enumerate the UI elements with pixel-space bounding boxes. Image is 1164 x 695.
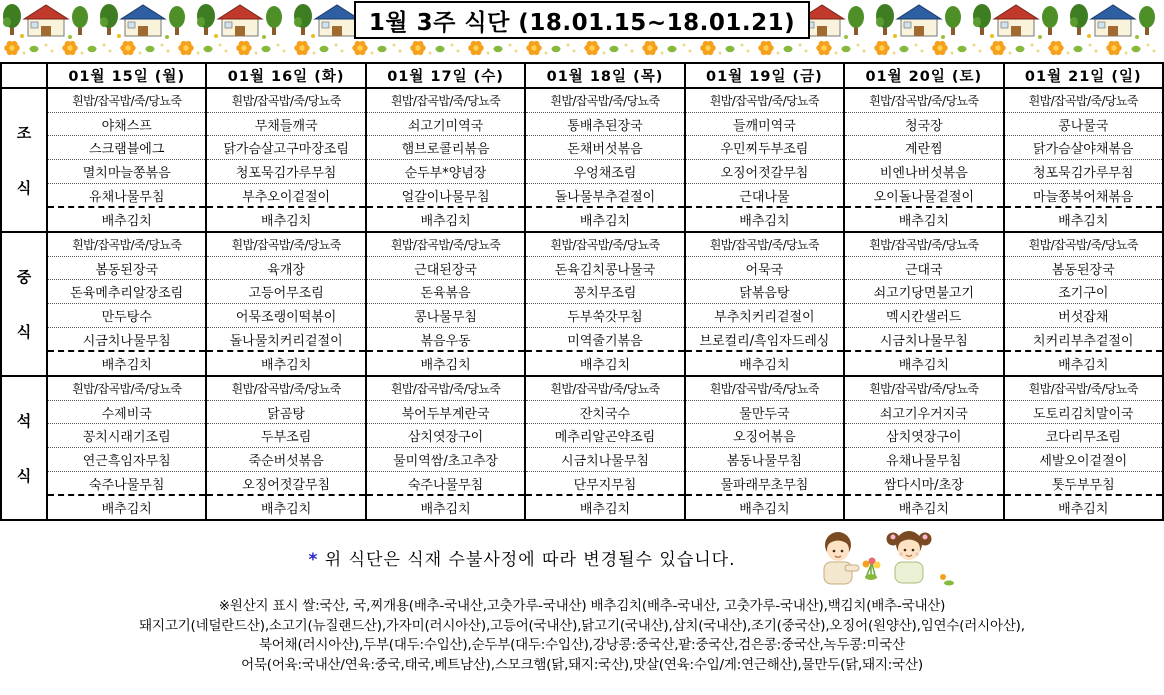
kimchi-item: 배추김치 bbox=[101, 214, 152, 230]
menu-item: 쌈다시마/초장 bbox=[845, 472, 1002, 497]
menu-item: 버섯잡채 bbox=[1005, 304, 1162, 328]
menu-item: 부추오이겉절이 bbox=[207, 184, 364, 209]
menu-item: 오징어젓갈무침 bbox=[686, 160, 843, 184]
kimchi-item: 배추김치 bbox=[898, 502, 949, 518]
meal-label-char: 식 bbox=[16, 178, 32, 197]
menu-item: 도토리김치말이국 bbox=[1005, 401, 1162, 425]
flowers-border-decoration bbox=[0, 40, 1164, 56]
menu-item: 숙주나물무침 bbox=[367, 472, 524, 497]
menu-item: 시금치나물무침 bbox=[845, 328, 1002, 353]
menu-item: 육개장 bbox=[207, 257, 364, 281]
rice-options: 흰밥/잡곡밥/죽/당뇨죽 bbox=[1005, 377, 1162, 401]
menu-item: 돌나물부추겉절이 bbox=[526, 184, 683, 209]
kimchi-item: 배추김치 bbox=[101, 358, 152, 374]
meal-row-breakfast bbox=[1, 88, 1163, 232]
rice-options: 흰밥/잡곡밥/죽/당뇨죽 bbox=[686, 233, 843, 257]
meal-row-lunch bbox=[1, 232, 1163, 376]
day-header-row bbox=[1, 63, 1163, 88]
menu-cell-dinner-day3 bbox=[366, 376, 525, 520]
origin-line: 돼지고기(네덜란드산),소고기(뉴질랜드산),가자미(러시아산),고등어(국내산),닭고기(국내산),삼치(국내산),조기(중국산),오징어(원양산),임연수(러시아산), bbox=[139, 617, 1025, 634]
menu-cell-breakfast-day1 bbox=[47, 88, 206, 232]
menu-item: 어묵국 bbox=[686, 257, 843, 281]
menu-item: 닭가슴살고구마장조림 bbox=[207, 136, 364, 160]
menu-item: 무채들깨국 bbox=[207, 113, 364, 137]
menu-cell-breakfast-day7 bbox=[1004, 88, 1163, 232]
menu-item: 꽁치무조림 bbox=[526, 280, 683, 304]
menu-item: 돈육볶음 bbox=[367, 280, 524, 304]
menu-item: 두부조림 bbox=[207, 424, 364, 448]
menu-item: 시금치나물무침 bbox=[526, 448, 683, 472]
kimchi-item: 배추김치 bbox=[420, 358, 471, 374]
menu-item: 멕시칸샐러드 bbox=[845, 304, 1002, 328]
menu-cell-breakfast-day2 bbox=[206, 88, 365, 232]
rice-options: 흰밥/잡곡밥/죽/당뇨죽 bbox=[686, 89, 843, 113]
menu-item: 북어두부계란국 bbox=[367, 401, 524, 425]
menu-cell-dinner-day6 bbox=[844, 376, 1003, 520]
kimchi-item: 배추김치 bbox=[579, 502, 631, 518]
menu-item: 멸치마늘쫑볶음 bbox=[48, 160, 205, 184]
menu-item: 오징어볶음 bbox=[686, 424, 843, 448]
top-banner bbox=[0, 0, 1164, 56]
menu-item: 근대된장국 bbox=[367, 257, 524, 281]
kimchi-item: 배추김치 bbox=[1058, 502, 1109, 518]
rice-options: 흰밥/잡곡밥/죽/당뇨죽 bbox=[367, 377, 524, 401]
day-header-thu: 01월 18일 (목) bbox=[525, 63, 684, 88]
menu-item: 수제비국 bbox=[48, 401, 205, 425]
menu-item: 꽁치시래기조림 bbox=[48, 424, 205, 448]
meal-label-char: 식 bbox=[16, 322, 32, 341]
day-header-wed: 01월 17일 (수) bbox=[366, 63, 525, 88]
menu-table bbox=[0, 62, 1164, 521]
menu-item: 봄동된장국 bbox=[1005, 257, 1162, 281]
menu-item: 돈채버섯볶음 bbox=[526, 136, 683, 160]
menu-cell-dinner-day7 bbox=[1004, 376, 1163, 520]
kimchi-item: 배추김치 bbox=[739, 502, 790, 518]
menu-item: 두부쑥갓무침 bbox=[526, 304, 683, 328]
rice-options: 흰밥/잡곡밥/죽/당뇨죽 bbox=[845, 377, 1002, 401]
meal-label-char: 식 bbox=[16, 466, 32, 485]
menu-item: 봄동나물무침 bbox=[686, 448, 843, 472]
kimchi-item: 배추김치 bbox=[1058, 214, 1109, 230]
origin-line: ※원산지 표시 쌀:국산, 국,찌개용(배추-국내산,고춧가루-국내산) 배추김치(배추-국내산, 고춧가루-국내산),백김치(배추-국내산) bbox=[218, 598, 946, 614]
menu-item: 미역줄기볶음 bbox=[526, 328, 683, 353]
menu-item: 돌나물치커리겉절이 bbox=[207, 328, 364, 353]
menu-item: 통배추된장국 bbox=[526, 113, 683, 137]
menu-item: 닭볶음탕 bbox=[686, 280, 843, 304]
kimchi-item: 배추김치 bbox=[261, 358, 312, 374]
kimchi-item: 배추김치 bbox=[898, 214, 949, 230]
menu-item: 오징어젓갈무침 bbox=[207, 472, 364, 497]
menu-cell-breakfast-day6 bbox=[844, 88, 1003, 232]
rice-options: 흰밥/잡곡밥/죽/당뇨죽 bbox=[1005, 233, 1162, 257]
menu-item: 세발오이겉절이 bbox=[1005, 448, 1162, 472]
change-notice bbox=[0, 533, 1164, 570]
kimchi-item: 배추김치 bbox=[420, 502, 471, 518]
menu-cell-lunch-day1 bbox=[47, 232, 206, 376]
meal-label-breakfast bbox=[1, 88, 47, 232]
menu-item: 청포묵김가루무침 bbox=[1005, 160, 1162, 184]
menu-cell-dinner-day4 bbox=[525, 376, 684, 520]
rice-options: 흰밥/잡곡밥/죽/당뇨죽 bbox=[207, 377, 364, 401]
origin-line: 어묵(어육:국내산/연육:중국,태국,베트남산),스모크햄(닭,돼지:국산),맛살(연육:수입/게:연근해산),물만두(닭,돼지:국산) bbox=[241, 656, 923, 673]
note-row bbox=[0, 533, 1164, 595]
menu-item: 닭곰탕 bbox=[207, 401, 364, 425]
menu-item: 우엉채조림 bbox=[526, 160, 683, 184]
kimchi-item: 배추김치 bbox=[1058, 358, 1109, 374]
menu-item: 콩나물무침 bbox=[367, 304, 524, 328]
menu-item: 부추치커리겉절이 bbox=[686, 304, 843, 328]
menu-item: 계란찜 bbox=[845, 136, 1002, 160]
menu-cell-dinner-day5 bbox=[685, 376, 844, 520]
menu-item: 들깨미역국 bbox=[686, 113, 843, 137]
rice-options: 흰밥/잡곡밥/죽/당뇨죽 bbox=[845, 233, 1002, 257]
menu-item: 메추리알곤약조림 bbox=[526, 424, 683, 448]
menu-cell-lunch-day2 bbox=[206, 232, 365, 376]
menu-item: 마늘쫑북어채볶음 bbox=[1005, 184, 1162, 209]
menu-cell-dinner-day1 bbox=[47, 376, 206, 520]
menu-item: 유채나물무침 bbox=[48, 184, 205, 209]
meal-label-char: 석 bbox=[16, 412, 32, 431]
day-header-sat: 01월 20일 (토) bbox=[844, 63, 1003, 88]
menu-item: 물파래무초무침 bbox=[686, 472, 843, 497]
menu-item: 어묵조랭이떡볶이 bbox=[207, 304, 364, 328]
menu-item: 순두부*양념장 bbox=[367, 160, 524, 184]
menu-item: 톳두부무침 bbox=[1005, 472, 1162, 497]
menu-cell-lunch-day7 bbox=[1004, 232, 1163, 376]
menu-item: 단무지무침 bbox=[526, 472, 683, 497]
menu-item: 물미역쌈/초고추장 bbox=[367, 448, 524, 472]
menu-item: 쇠고기우거지국 bbox=[845, 401, 1002, 425]
menu-item: 닭가슴살야채볶음 bbox=[1005, 136, 1162, 160]
note-asterisk: * bbox=[308, 550, 319, 570]
menu-item: 죽순버섯볶음 bbox=[207, 448, 364, 472]
rice-options: 흰밥/잡곡밥/죽/당뇨죽 bbox=[48, 377, 205, 401]
rice-options: 흰밥/잡곡밥/죽/당뇨죽 bbox=[526, 377, 683, 401]
menu-item: 오이돌나물겉절이 bbox=[845, 184, 1002, 209]
menu-item: 물만두국 bbox=[686, 401, 843, 425]
corner-cell bbox=[1, 63, 47, 88]
rice-options: 흰밥/잡곡밥/죽/당뇨죽 bbox=[526, 233, 683, 257]
title-box bbox=[354, 1, 810, 39]
menu-item: 돈육김치콩나물국 bbox=[526, 257, 683, 281]
menu-cell-lunch-day5 bbox=[685, 232, 844, 376]
menu-cell-lunch-day6 bbox=[844, 232, 1003, 376]
rice-options: 흰밥/잡곡밥/죽/당뇨죽 bbox=[526, 89, 683, 113]
menu-item: 청포묵김가루무침 bbox=[207, 160, 364, 184]
menu-item: 근대나물 bbox=[686, 184, 843, 209]
menu-item: 숙주나물무침 bbox=[48, 472, 205, 497]
kimchi-item: 배추김치 bbox=[261, 214, 312, 230]
origin-line: 북어채(러시아산),두부(대두:수입산),순두부(대두:수입산),강낭콩:중국산,팥:중국산,검은콩:중국산,녹두콩:미국산 bbox=[258, 637, 906, 653]
day-header-mon: 01월 15일 (월) bbox=[47, 63, 206, 88]
menu-item: 삼치엿장구이 bbox=[367, 424, 524, 448]
day-header-tue: 01월 16일 (화) bbox=[206, 63, 365, 88]
menu-item: 치커리부추겉절이 bbox=[1005, 328, 1162, 353]
menu-item: 쇠고기당면불고기 bbox=[845, 280, 1002, 304]
menu-cell-breakfast-day5 bbox=[685, 88, 844, 232]
menu-item: 고등어무조림 bbox=[207, 280, 364, 304]
meal-label-char: 중 bbox=[16, 268, 32, 287]
menu-item: 쇠고기미역국 bbox=[367, 113, 524, 137]
origin-notice bbox=[0, 597, 1164, 675]
menu-item: 코다리무조림 bbox=[1005, 424, 1162, 448]
children-illustration bbox=[793, 527, 963, 593]
menu-item: 비엔나버섯볶음 bbox=[845, 160, 1002, 184]
page-title: 1월 3주 식단 (18.01.15~18.01.21) bbox=[368, 9, 796, 36]
menu-item: 스크램블에그 bbox=[48, 136, 205, 160]
kimchi-item: 배추김치 bbox=[420, 214, 471, 230]
menu-item: 삼치엿장구이 bbox=[845, 424, 1002, 448]
kimchi-item: 배추김치 bbox=[739, 358, 790, 374]
rice-options: 흰밥/잡곡밥/죽/당뇨죽 bbox=[367, 233, 524, 257]
menu-cell-breakfast-day4 bbox=[525, 88, 684, 232]
kimchi-item: 배추김치 bbox=[898, 358, 949, 374]
menu-item: 우민찌두부조림 bbox=[686, 136, 843, 160]
rice-options: 흰밥/잡곡밥/죽/당뇨죽 bbox=[367, 89, 524, 113]
menu-item: 야채스프 bbox=[48, 113, 205, 137]
day-header-sun: 01월 21일 (일) bbox=[1004, 63, 1163, 88]
rice-options: 흰밥/잡곡밥/죽/당뇨죽 bbox=[686, 377, 843, 401]
menu-item: 콩나물국 bbox=[1005, 113, 1162, 137]
menu-item: 돈육메추리알장조림 bbox=[48, 280, 205, 304]
menu-item: 브로컬리/흑임자드레싱 bbox=[686, 328, 843, 353]
kimchi-item: 배추김치 bbox=[579, 358, 631, 374]
kimchi-item: 배추김치 bbox=[261, 502, 312, 518]
rice-options: 흰밥/잡곡밥/죽/당뇨죽 bbox=[48, 89, 205, 113]
menu-item: 연근흑임자무침 bbox=[48, 448, 205, 472]
meal-label-lunch bbox=[1, 232, 47, 376]
kimchi-item: 배추김치 bbox=[101, 502, 152, 518]
rice-options: 흰밥/잡곡밥/죽/당뇨죽 bbox=[48, 233, 205, 257]
menu-item: 시금치나물무침 bbox=[48, 328, 205, 353]
menu-cell-breakfast-day3 bbox=[366, 88, 525, 232]
rice-options: 흰밥/잡곡밥/죽/당뇨죽 bbox=[207, 89, 364, 113]
menu-item: 청국장 bbox=[845, 113, 1002, 137]
menu-item: 볶음우동 bbox=[367, 328, 524, 353]
rice-options: 흰밥/잡곡밥/죽/당뇨죽 bbox=[845, 89, 1002, 113]
menu-item: 햄브로콜리볶음 bbox=[367, 136, 524, 160]
kimchi-item: 배추김치 bbox=[579, 214, 631, 230]
menu-cell-lunch-day3 bbox=[366, 232, 525, 376]
menu-cell-lunch-day4 bbox=[525, 232, 684, 376]
menu-item: 얼갈이나물무침 bbox=[367, 184, 524, 209]
rice-options: 흰밥/잡곡밥/죽/당뇨죽 bbox=[207, 233, 364, 257]
meal-row-dinner bbox=[1, 376, 1163, 520]
day-header-fri: 01월 19일 (금) bbox=[685, 63, 844, 88]
menu-item: 유채나물무침 bbox=[845, 448, 1002, 472]
meal-label-char: 조 bbox=[16, 124, 32, 143]
meal-label-dinner bbox=[1, 376, 47, 520]
rice-options: 흰밥/잡곡밥/죽/당뇨죽 bbox=[1005, 89, 1162, 113]
note-text: 위 식단은 식재 수불사정에 따라 변경될수 있습니다. bbox=[324, 550, 736, 570]
menu-item: 근대국 bbox=[845, 257, 1002, 281]
menu-item: 만두탕수 bbox=[48, 304, 205, 328]
menu-item: 조기구이 bbox=[1005, 280, 1162, 304]
menu-item: 잔치국수 bbox=[526, 401, 683, 425]
menu-cell-dinner-day2 bbox=[206, 376, 365, 520]
kimchi-item: 배추김치 bbox=[739, 214, 790, 230]
menu-item: 봄동된장국 bbox=[48, 257, 205, 281]
